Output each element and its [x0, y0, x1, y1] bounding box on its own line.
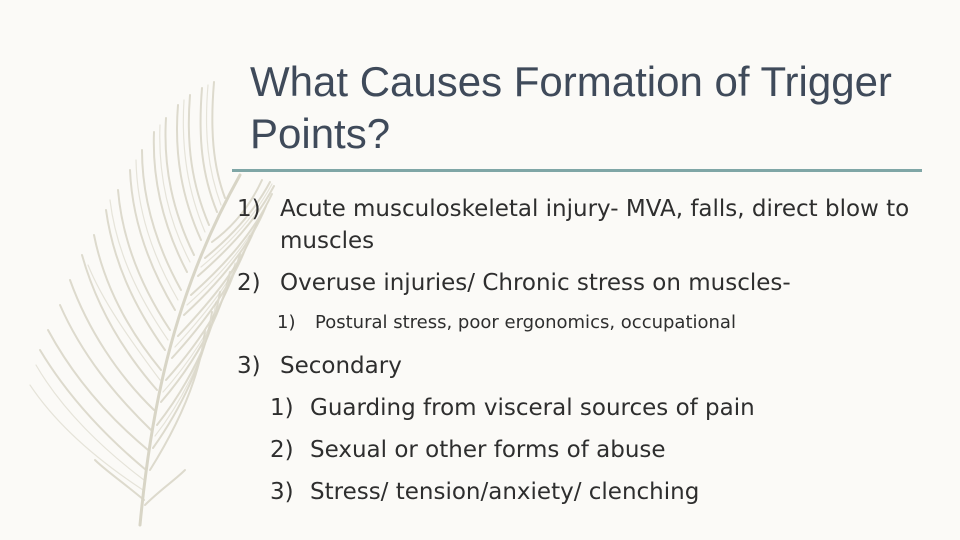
sub-list-item: [237, 392, 937, 424]
list-item-text: Stress/ tension/anxiety/ clenching: [310, 479, 700, 505]
sub-list-item: [237, 434, 937, 466]
list-number: 1): [277, 312, 296, 333]
list-item-text: Secondary: [280, 353, 402, 379]
list-number: 1): [270, 395, 294, 421]
list-number: 3): [237, 353, 261, 379]
sub-list-item: [237, 310, 937, 336]
list-item: [237, 267, 937, 299]
page-title: What Causes Formation of Trigger Points?: [250, 58, 892, 157]
list-item: [237, 350, 937, 382]
list-item-text: Guarding from visceral sources of pain: [310, 395, 755, 421]
list-item: [237, 193, 937, 257]
list-number: 2): [270, 437, 294, 463]
list-item-text: Postural stress, poor ergonomics, occupational: [315, 312, 736, 333]
title-divider: [232, 169, 922, 172]
list-item-text: Overuse injuries/ Chronic stress on muscles-: [280, 270, 791, 296]
list-number: 1): [237, 196, 261, 222]
list-number: 2): [237, 270, 261, 296]
list-number: 3): [270, 479, 294, 505]
content-list: [237, 193, 937, 508]
list-item-text: Sexual or other forms of abuse: [310, 437, 666, 463]
sub-list-item: [237, 476, 937, 508]
list-item-text: Acute musculoskeletal injury- MVA, falls, direct blow to muscles: [280, 196, 910, 254]
